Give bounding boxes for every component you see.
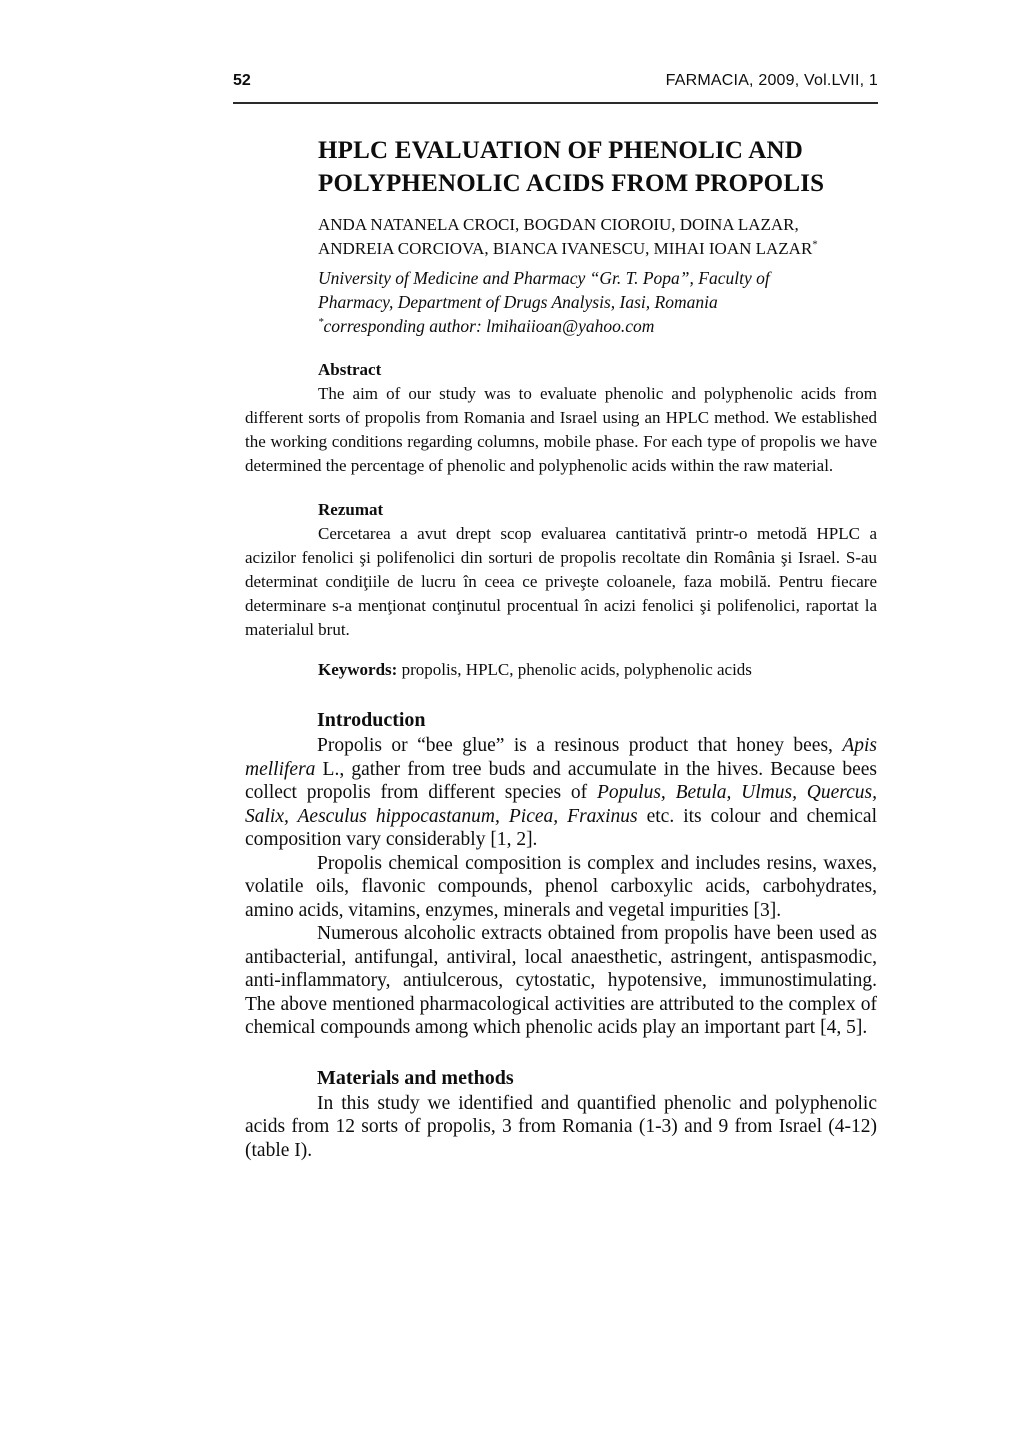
species-name-italic: Apis mellifera: [245, 735, 877, 780]
keywords-list: propolis, HPLC, phenolic acids, polyphenolic acids: [397, 660, 752, 679]
authors: [245, 213, 877, 261]
corresponding-author-text: corresponding author: lmihaiioan@yahoo.com: [323, 316, 655, 336]
affiliation-line-2: Pharmacy, Department of Drugs Analysis, Iasi, Romania: [318, 292, 718, 312]
keywords: [245, 658, 877, 682]
introduction-paragraph-2: Propolis chemical composition is complex and includes resins, waxes, volatile oils, flavonic compounds, phenol carboxylic acids, carbohydrates, amino acids, vitamins, enzymes, minerals and vegetal impurities [3].: [245, 852, 877, 921]
page-content: [245, 122, 877, 1162]
introduction-paragraph-1: [245, 734, 877, 852]
article-title-line-2: POLYPHENOLIC ACIDS FROM PROPOLIS: [318, 170, 825, 197]
article-title-line-1: HPLC EVALUATION OF PHENOLIC AND: [318, 137, 803, 164]
authors-line-2-text: ANDREIA CORCIOVA, BIANCA IVANESCU, MIHAI IOAN LAZAR: [318, 239, 813, 258]
affiliation: [245, 266, 877, 338]
authors-line-1: ANDA NATANELA CROCI, BOGDAN CIOROIU, DOINA LAZAR,: [318, 215, 799, 234]
introduction-paragraph-3: Numerous alcoholic extracts obtained from propolis have been used as antibacterial, antifungal, antiviral, local anaesthetic, astringent, antispasmodic, anti-inflammatory, antiulcerous, cytostatic, hypotensive, immunostimulating. The above mentioned pharmacological activities are attributed to the complex of chemical compounds among which phenolic acids play an important part [4, 5].: [245, 923, 877, 1038]
abstract-heading: Abstract: [318, 360, 382, 379]
page-number: 52: [233, 72, 251, 89]
affiliation-line-3: [318, 314, 877, 338]
rezumat-heading: Rezumat: [318, 500, 384, 519]
affiliation-line-1: University of Medicine and Pharmacy “Gr. T. Popa”, Faculty of: [318, 268, 770, 288]
species-list-italic: Populus, Betula, Ulmus, Quercus, Salix, Aesculus hippocastanum, Picea, Fraxinus: [245, 782, 877, 827]
methods-paragraph-1: In this study we identified and quantified phenolic and polyphenolic acids from 12 sorts of propolis, 3 from Romania (1-3) and 9 from Israel (4-12) (table I).: [245, 1092, 877, 1161]
corresponding-author-mark: *: [318, 316, 324, 329]
rezumat-paragraph: Cercetarea a avut drept scop evaluarea cantitativă printr-o metodă HPLC a acizilor fenolici şi polifenolici din sorturi de propolis recoltate din România şi Israel. S-au determinat condiţiile de lucru în ceea ce priveşte coloanele, faza mobilă. Pentru fiecare determinare s-a menţionat conţinutul procentual în acizi fenolici şi polifenolici, raportat la materialul brut.: [245, 524, 877, 639]
article-title: [245, 134, 877, 200]
corresponding-author-mark: *: [812, 238, 818, 251]
text-run: L., gather from tree buds and accumulate in the hives. Because bees collect propolis from different species of: [245, 758, 877, 803]
journal-citation: FARMACIA, 2009, Vol.LVII, 1: [665, 72, 878, 89]
methods-heading: Materials and methods: [317, 1066, 514, 1089]
introduction-heading: Introduction: [317, 709, 426, 731]
text-run: Propolis or “bee glue” is a resinous product that honey bees,: [317, 735, 843, 756]
authors-line-2: [318, 237, 877, 261]
page-header: [233, 72, 878, 104]
abstract-paragraph: The aim of our study was to evaluate phenolic and polyphenolic acids from different sorts of propolis from Romania and Israel using an HPLC method. We established the working conditions regarding columns, mobile phase. For each type of propolis we have determined the percentage of phenolic and polyphenolic acids within the raw material.: [245, 384, 877, 475]
keywords-label: Keywords:: [318, 660, 398, 679]
text-run: etc. its colour and chemical composition vary considerably [1, 2].: [245, 805, 877, 850]
